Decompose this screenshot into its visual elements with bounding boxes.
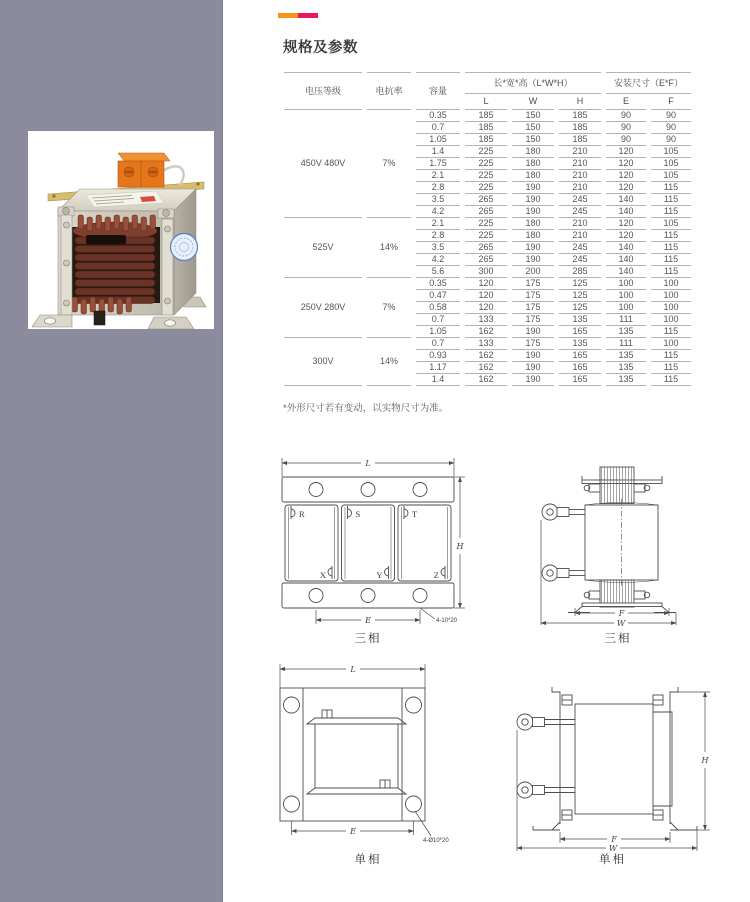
capacity-cell: 3.5 [416, 194, 460, 206]
dim-h-cell: 245 [559, 242, 601, 254]
coil-block [575, 704, 653, 814]
capacity-cell: 0.7 [416, 338, 460, 350]
dim-l-cell: 300 [465, 266, 507, 278]
capacity-cell: 5.6 [416, 266, 460, 278]
capacity-cell: 0.58 [416, 302, 460, 314]
dim-e-cell: 135 [606, 350, 646, 362]
dim-h-cell: 125 [559, 278, 601, 290]
col-header-e: E [606, 94, 646, 110]
dim-e-cell: 111 [606, 314, 646, 326]
dim-f-cell: 105 [651, 218, 691, 230]
dim-f-cell: 105 [651, 158, 691, 170]
dim-e-cell: 120 [606, 182, 646, 194]
dim-e-cell: 140 [606, 206, 646, 218]
dim-e-cell: 90 [606, 122, 646, 134]
dim-w-cell: 190 [512, 242, 554, 254]
col-header-lwh: 长*宽*高（L*W*H） [465, 72, 601, 94]
col-header-voltage: 电压等级 [284, 72, 362, 110]
capacity-cell: 0.47 [416, 290, 460, 302]
coil-window [70, 222, 160, 304]
capacity-cell: 0.35 [416, 278, 460, 290]
dim-f-cell: 115 [651, 230, 691, 242]
terminal-x: X [319, 570, 326, 580]
bottom-terminal-stub [94, 311, 105, 325]
dim-e-cell: 90 [606, 134, 646, 146]
coils [285, 505, 451, 581]
dim-e-cell: 120 [606, 218, 646, 230]
top-coil-stack [600, 467, 634, 504]
dim-w-cell: 175 [512, 278, 554, 290]
dim-e-cell: 111 [606, 338, 646, 350]
dim-l-cell: 265 [465, 194, 507, 206]
dim-l-cell: 185 [465, 134, 507, 146]
dim-f-cell: 100 [651, 302, 691, 314]
dim-l-cell: 225 [465, 230, 507, 242]
dim-w-cell: 150 [512, 134, 554, 146]
dim-label-f: F [611, 835, 617, 844]
capacity-cell: 3.5 [416, 242, 460, 254]
dim-l-cell: 225 [465, 218, 507, 230]
capacity-cell: 1.17 [416, 362, 460, 374]
voltage-cell: 250V 280V [284, 278, 362, 338]
dim-h-cell: 210 [559, 182, 601, 194]
terminal-z: Z [433, 570, 439, 580]
dim-l-cell: 162 [465, 326, 507, 338]
dim-l-cell: 185 [465, 122, 507, 134]
dimension-note: *外形尺寸若有变动，以实物尺寸为准。 [283, 403, 449, 414]
three-phase-front-drawing [268, 453, 468, 633]
spec-row [284, 218, 691, 230]
voltage-cell: 300V [284, 338, 362, 386]
dim-f-cell: 90 [651, 110, 691, 122]
dim-h-cell: 245 [559, 206, 601, 218]
terminal-s: S [355, 509, 361, 519]
spec-table [279, 72, 696, 386]
dim-e-cell: 100 [606, 278, 646, 290]
terminal-y: Y [376, 570, 383, 580]
dim-l-cell: 225 [465, 158, 507, 170]
dim-f-cell: 90 [651, 122, 691, 134]
dim-label-f: F [618, 609, 625, 618]
dim-f-cell: 115 [651, 242, 691, 254]
dim-e-cell: 120 [606, 158, 646, 170]
dim-w-cell: 175 [512, 302, 554, 314]
dim-h-cell: 185 [559, 110, 601, 122]
dim-w-cell: 190 [512, 350, 554, 362]
spec-row [284, 278, 691, 290]
cable-lugs [517, 714, 575, 798]
dim-f-cell: 115 [651, 326, 691, 338]
dim-f-cell: 115 [651, 194, 691, 206]
col-header-h: H [559, 94, 601, 110]
dim-h-cell: 125 [559, 290, 601, 302]
dim-e-cell: 100 [606, 302, 646, 314]
capacity-cell: 4.2 [416, 254, 460, 266]
dim-h-cell: 135 [559, 314, 601, 326]
section-title: 规格及参数 [283, 40, 358, 56]
col-header-ef: 安装尺寸（E*F） [606, 72, 691, 94]
dim-l-cell: 162 [465, 362, 507, 374]
dim-w-cell: 200 [512, 266, 554, 278]
dim-w-cell: 190 [512, 374, 554, 386]
terminal-clamps [291, 506, 445, 579]
dim-h-cell: 210 [559, 146, 601, 158]
dim-l-cell: 225 [465, 170, 507, 182]
dim-l-cell: 265 [465, 206, 507, 218]
dim-h-cell: 185 [559, 134, 601, 146]
slot-note: 4-Ø10*20 [423, 838, 449, 844]
dim-f-cell: 115 [651, 266, 691, 278]
dim-f-cell: 100 [651, 290, 691, 302]
capacity-cell: 0.7 [416, 314, 460, 326]
three-phase-side-drawing [528, 455, 708, 630]
dim-w-cell: 150 [512, 122, 554, 134]
dim-f-cell: 90 [651, 134, 691, 146]
dim-label-l: L [350, 665, 356, 674]
dim-h-cell: 135 [559, 338, 601, 350]
voltage-cell: 450V 480V [284, 110, 362, 218]
dim-e-cell: 140 [606, 266, 646, 278]
dim-label-l: L [365, 459, 371, 468]
reactor-photo-illustration [28, 131, 214, 329]
capacity-cell: 1.75 [416, 158, 460, 170]
capacity-cell: 1.05 [416, 326, 460, 338]
dim-label-e: E [365, 616, 371, 625]
dim-w-cell: 180 [512, 230, 554, 242]
capacity-cell: 1.4 [416, 374, 460, 386]
capacity-cell: 2.8 [416, 182, 460, 194]
dim-e-cell: 140 [606, 254, 646, 266]
dim-w-cell: 175 [512, 338, 554, 350]
spec-row [284, 338, 691, 350]
three-phase-front-caption: 三相 [354, 633, 382, 645]
capacity-cell: 1.05 [416, 134, 460, 146]
dim-w-cell: 190 [512, 206, 554, 218]
photo-panel [0, 0, 223, 902]
dim-label-h: H [456, 542, 464, 551]
single-phase-front-drawing [266, 660, 470, 850]
dim-l-cell: 225 [465, 182, 507, 194]
dash-orange-segment [278, 13, 298, 18]
dim-h-cell: 165 [559, 374, 601, 386]
dim-f-cell: 105 [651, 146, 691, 158]
dim-f-cell: 105 [651, 170, 691, 182]
dim-h-cell: 245 [559, 254, 601, 266]
capacity-cell: 0.35 [416, 110, 460, 122]
col-header-f: F [651, 94, 691, 110]
dim-l-cell: 133 [465, 338, 507, 350]
dim-e-cell: 135 [606, 362, 646, 374]
dim-w-cell: 180 [512, 218, 554, 230]
dim-w-cell: 180 [512, 158, 554, 170]
capacity-cell: 2.1 [416, 218, 460, 230]
dim-label-e: E [350, 827, 356, 836]
dim-label-w: W [616, 619, 626, 628]
dim-h-cell: 165 [559, 362, 601, 374]
three-phase-side-caption: 三相 [604, 633, 632, 645]
dim-h-cell: 210 [559, 230, 601, 242]
capacity-cell: 4.2 [416, 206, 460, 218]
dim-h-cell: 210 [559, 158, 601, 170]
dim-l-cell: 265 [465, 254, 507, 266]
spec-table-body [284, 110, 691, 386]
dim-e-cell: 90 [606, 110, 646, 122]
dim-l-cell: 162 [465, 350, 507, 362]
dim-f-cell: 115 [651, 350, 691, 362]
dim-e-cell: 120 [606, 146, 646, 158]
dim-e-cell: 140 [606, 242, 646, 254]
spec-row [284, 110, 691, 122]
dim-f-cell: 115 [651, 182, 691, 194]
dim-f-cell: 100 [651, 338, 691, 350]
dim-e-cell: 135 [606, 326, 646, 338]
dim-e-cell: 100 [606, 290, 646, 302]
dim-w-cell: 175 [512, 314, 554, 326]
dim-w-cell: 190 [512, 194, 554, 206]
dim-h-cell: 165 [559, 326, 601, 338]
dim-w-cell: 190 [512, 362, 554, 374]
dim-h-cell: 125 [559, 302, 601, 314]
col-header-capacity: 容量 [416, 72, 460, 110]
capacity-cell: 2.8 [416, 230, 460, 242]
dim-l-cell: 265 [465, 242, 507, 254]
dim-h-cell: 165 [559, 350, 601, 362]
reactance-cell: 7% [367, 110, 411, 218]
reactance-cell: 7% [367, 278, 411, 338]
dim-h-cell: 185 [559, 122, 601, 134]
dim-f-cell: 115 [651, 362, 691, 374]
dim-l-cell: 185 [465, 110, 507, 122]
dim-e-cell: 120 [606, 170, 646, 182]
dim-e-cell: 135 [606, 374, 646, 386]
dim-w-cell: 190 [512, 182, 554, 194]
capacity-cell: 0.93 [416, 350, 460, 362]
voltage-cell: 525V [284, 218, 362, 278]
dim-label-h: H [701, 756, 709, 765]
col-header-reactance: 电抗率 [367, 72, 411, 110]
dim-l-cell: 120 [465, 278, 507, 290]
dim-f-cell: 115 [651, 374, 691, 386]
coil [307, 710, 406, 794]
col-header-w: W [512, 94, 554, 110]
capacity-cell: 2.1 [416, 170, 460, 182]
dim-f-cell: 100 [651, 314, 691, 326]
dim-h-cell: 210 [559, 170, 601, 182]
reactance-cell: 14% [367, 218, 411, 278]
product-photo [28, 131, 214, 329]
dim-l-cell: 225 [465, 146, 507, 158]
col-header-l: L [465, 94, 507, 110]
dim-w-cell: 150 [512, 110, 554, 122]
dim-w-cell: 180 [512, 170, 554, 182]
dim-l-cell: 162 [465, 374, 507, 386]
dim-h-cell: 245 [559, 194, 601, 206]
dim-l-cell: 120 [465, 302, 507, 314]
copper-fins-top [78, 215, 156, 231]
brand-dash [278, 13, 318, 18]
dim-w-cell: 190 [512, 326, 554, 338]
dim-e-cell: 120 [606, 230, 646, 242]
capacity-cell: 0.7 [416, 122, 460, 134]
blue-sticker [171, 234, 198, 261]
terminal-block [118, 153, 170, 187]
dim-w-cell: 180 [512, 146, 554, 158]
dim-h-cell: 285 [559, 266, 601, 278]
dim-label-w: W [608, 844, 618, 853]
spec-table-wrap [279, 72, 719, 386]
frame [280, 688, 425, 821]
capacity-cell: 1.4 [416, 146, 460, 158]
reactance-cell: 14% [367, 338, 411, 386]
single-phase-front-caption: 单相 [354, 854, 382, 866]
dim-l-cell: 120 [465, 290, 507, 302]
dim-f-cell: 115 [651, 206, 691, 218]
dim-h-cell: 210 [559, 218, 601, 230]
dash-red-segment [298, 13, 318, 18]
slot-note: 4-10*20 [436, 618, 458, 624]
dim-e-cell: 140 [606, 194, 646, 206]
terminal-r: R [299, 509, 305, 519]
cable-lugs [542, 504, 585, 581]
single-phase-side-caption: 单相 [599, 854, 626, 866]
dim-w-cell: 190 [512, 254, 554, 266]
dim-f-cell: 115 [651, 254, 691, 266]
dim-f-cell: 100 [651, 278, 691, 290]
dim-w-cell: 175 [512, 290, 554, 302]
single-phase-side-drawing [505, 662, 720, 855]
terminal-t: T [412, 509, 418, 519]
dim-l-cell: 133 [465, 314, 507, 326]
